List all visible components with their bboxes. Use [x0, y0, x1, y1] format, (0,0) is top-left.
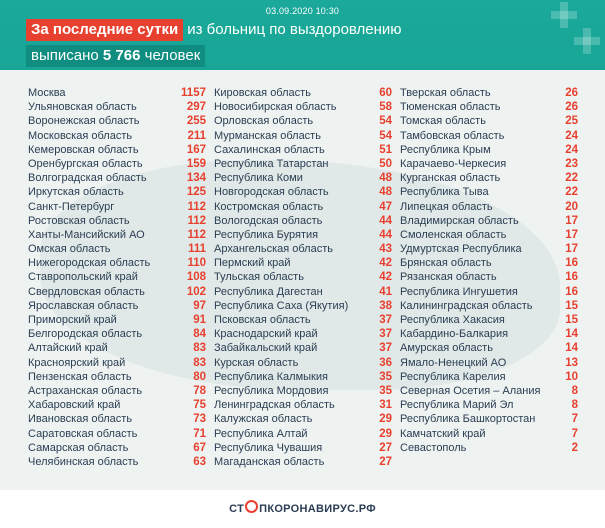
- total-discharged: 5 766: [102, 47, 141, 64]
- region-value: 111: [188, 243, 206, 256]
- headline-suffix: человек: [144, 47, 201, 64]
- region-row: [400, 200, 578, 214]
- region-value: 37: [379, 328, 392, 341]
- region-row: [28, 427, 206, 441]
- region-value: 14: [565, 328, 578, 341]
- region-value: 20: [565, 200, 578, 213]
- region-name: Пермский край: [214, 257, 291, 270]
- region-row: [214, 114, 392, 128]
- region-row: [28, 100, 206, 114]
- region-value: 108: [186, 271, 206, 284]
- region-name: Московская область: [28, 129, 133, 142]
- region-name: Республика Чувашия: [214, 441, 323, 454]
- region-row: [28, 228, 206, 242]
- region-name: Ярославская область: [28, 299, 139, 312]
- region-value: 75: [193, 399, 206, 412]
- region-row: [214, 455, 392, 469]
- region-value: 26: [565, 101, 578, 114]
- region-name: Республика Хакасия: [400, 314, 505, 326]
- region-row: [28, 256, 206, 270]
- region-row: [214, 214, 392, 228]
- region-row: [28, 341, 206, 355]
- region-value: 27: [379, 441, 392, 454]
- region-name: Красноярский край: [28, 356, 126, 369]
- region-name: Архангельская область: [214, 243, 333, 256]
- region-row: [214, 129, 392, 143]
- region-value: 44: [379, 214, 392, 227]
- region-value: 16: [565, 271, 578, 284]
- region-value: 35: [379, 370, 392, 383]
- region-value: 83: [193, 342, 206, 355]
- region-row: [400, 228, 578, 242]
- region-row: [214, 143, 392, 157]
- region-name: Белгородская область: [28, 328, 143, 341]
- region-name: Курганская область: [400, 172, 501, 185]
- region-value: 211: [187, 129, 206, 142]
- regions-column-1: [28, 86, 206, 469]
- region-value: 22: [565, 172, 578, 185]
- region-name: Алтайский край: [28, 342, 108, 355]
- region-row: [214, 256, 392, 270]
- region-name: Ивановская область: [28, 413, 133, 426]
- region-value: 13: [565, 356, 578, 369]
- region-value: 26: [565, 87, 578, 99]
- region-row: [214, 185, 392, 199]
- region-name: Москва: [28, 87, 66, 99]
- region-row: [214, 270, 392, 284]
- region-name: Северная Осетия – Алания: [400, 384, 541, 397]
- region-name: Новосибирская область: [214, 101, 337, 114]
- region-name: Карачаево-Черкесия: [400, 157, 507, 170]
- footer-brand: [0, 500, 605, 515]
- region-value: 7: [571, 413, 578, 426]
- region-value: 35: [379, 384, 392, 397]
- region-name: Кемеровская область: [28, 143, 139, 156]
- region-value: 54: [379, 115, 392, 128]
- region-value: 7: [571, 427, 578, 440]
- region-value: 36: [379, 356, 392, 369]
- region-row: [400, 441, 578, 455]
- region-row: [214, 370, 392, 384]
- region-row: [400, 327, 578, 341]
- region-row: [28, 214, 206, 228]
- region-name: Тверская область: [400, 87, 491, 99]
- region-row: [400, 242, 578, 256]
- region-name: Республика Бурятия: [214, 228, 319, 241]
- region-value: 167: [186, 143, 206, 156]
- region-row: [28, 412, 206, 426]
- region-value: 48: [379, 172, 392, 185]
- region-name: Иркутская область: [28, 186, 124, 199]
- region-value: 84: [193, 328, 206, 341]
- region-row: [214, 171, 392, 185]
- headline-line-1: [26, 18, 402, 42]
- region-value: 22: [565, 186, 578, 199]
- region-name: Волгоградская область: [28, 172, 147, 185]
- region-row: [28, 143, 206, 157]
- region-name: Хабаровский край: [28, 399, 121, 412]
- region-row: [214, 327, 392, 341]
- region-row: [214, 341, 392, 355]
- regions-column-3: [400, 86, 578, 455]
- region-value: 1157: [181, 87, 206, 99]
- region-row: [400, 100, 578, 114]
- region-name: Калининградская область: [400, 299, 533, 312]
- decorative-cross: [574, 37, 600, 45]
- region-row: [28, 200, 206, 214]
- headline: [26, 18, 402, 70]
- region-value: 50: [379, 157, 392, 170]
- region-value: 16: [565, 285, 578, 298]
- region-name: Кировская область: [214, 87, 311, 99]
- region-value: 58: [379, 101, 392, 114]
- region-row: [400, 313, 578, 327]
- headline-prefix: выписано: [31, 47, 99, 64]
- region-value: 80: [193, 370, 206, 383]
- region-row: [28, 313, 206, 327]
- region-name: Тюменская область: [400, 101, 501, 114]
- region-row: [28, 270, 206, 284]
- region-name: Кабардино-Балкария: [400, 328, 509, 341]
- region-name: Нижегородская область: [28, 257, 151, 270]
- region-row: [400, 356, 578, 370]
- region-value: 42: [379, 257, 392, 270]
- region-row: [28, 398, 206, 412]
- region-name: Республика Мордовия: [214, 384, 329, 397]
- region-row: [400, 299, 578, 313]
- region-name: Новгородская область: [214, 186, 329, 199]
- region-row: [214, 100, 392, 114]
- region-name: Самарская область: [28, 441, 129, 454]
- region-name: Саратовская область: [28, 427, 138, 440]
- region-value: 134: [186, 172, 206, 185]
- region-name: Санкт-Петербург: [28, 200, 115, 213]
- region-name: Республика Карелия: [400, 370, 506, 383]
- region-value: 60: [379, 87, 392, 99]
- region-row: [28, 455, 206, 469]
- region-row: [400, 270, 578, 284]
- region-value: 24: [565, 129, 578, 142]
- region-row: [28, 441, 206, 455]
- region-value: 51: [379, 143, 392, 156]
- region-name: Забайкальский край: [214, 342, 318, 355]
- region-name: Приморский край: [28, 314, 117, 326]
- region-value: 17: [565, 243, 578, 256]
- region-name: Рязанская область: [400, 271, 497, 284]
- region-row: [28, 114, 206, 128]
- region-row: [28, 86, 206, 100]
- region-name: Свердловская область: [28, 285, 145, 298]
- region-name: Костромская область: [214, 200, 324, 213]
- region-value: 27: [379, 455, 392, 468]
- region-name: Республика Башкортостан: [400, 413, 536, 426]
- region-row: [214, 441, 392, 455]
- region-row: [400, 143, 578, 157]
- region-name: Удмуртская Республика: [400, 243, 522, 256]
- region-value: 159: [186, 157, 206, 170]
- region-value: 15: [565, 299, 578, 312]
- region-value: 67: [193, 441, 206, 454]
- region-name: Республика Крым: [400, 143, 491, 156]
- region-value: 297: [186, 101, 206, 114]
- region-value: 42: [379, 271, 392, 284]
- region-value: 41: [379, 285, 392, 298]
- region-name: Республика Тыва: [400, 186, 489, 199]
- region-name: Мурманская область: [214, 129, 321, 142]
- region-value: 112: [187, 200, 206, 213]
- region-row: [400, 398, 578, 412]
- region-value: 23: [565, 157, 578, 170]
- region-row: [214, 398, 392, 412]
- region-value: 15: [565, 314, 578, 326]
- region-row: [214, 384, 392, 398]
- region-row: [400, 370, 578, 384]
- region-value: 97: [193, 299, 206, 312]
- region-value: 73: [193, 413, 206, 426]
- region-name: Республика Татарстан: [214, 157, 329, 170]
- region-value: 63: [193, 455, 206, 468]
- region-name: Смоленская область: [400, 228, 507, 241]
- region-row: [214, 356, 392, 370]
- region-row: [28, 370, 206, 384]
- region-row: [28, 384, 206, 398]
- region-name: Липецкая область: [400, 200, 493, 213]
- region-value: 47: [379, 200, 392, 213]
- region-name: Ямало-Ненецкий АО: [400, 356, 507, 369]
- region-name: Пензенская область: [28, 370, 132, 383]
- region-value: 2: [571, 441, 578, 454]
- headline-total: [26, 45, 205, 67]
- region-value: 16: [565, 257, 578, 270]
- region-name: Ставропольский край: [28, 271, 138, 284]
- region-value: 83: [193, 356, 206, 369]
- region-value: 125: [186, 186, 206, 199]
- region-row: [28, 185, 206, 199]
- region-name: Ульяновская область: [28, 101, 137, 114]
- regions-table: [28, 86, 583, 486]
- region-name: Ростовская область: [28, 214, 130, 227]
- region-row: [400, 412, 578, 426]
- region-row: [214, 200, 392, 214]
- region-value: 54: [379, 129, 392, 142]
- region-value: 31: [379, 399, 392, 412]
- region-row: [400, 171, 578, 185]
- region-name: Республика Коми: [214, 172, 303, 185]
- region-row: [400, 256, 578, 270]
- region-value: 112: [187, 228, 206, 241]
- region-name: Омская область: [28, 243, 111, 256]
- region-row: [400, 341, 578, 355]
- region-row: [400, 384, 578, 398]
- region-row: [28, 171, 206, 185]
- region-name: Республика Алтай: [214, 427, 308, 440]
- region-name: Магаданская область: [214, 455, 325, 468]
- region-row: [214, 86, 392, 100]
- region-value: 8: [571, 384, 578, 397]
- region-name: Севастополь: [400, 441, 467, 454]
- region-name: Курская область: [214, 356, 299, 369]
- region-name: Ленинградская область: [214, 399, 335, 412]
- region-row: [214, 157, 392, 171]
- headline-text: из больниц по выздоровлению: [187, 21, 402, 38]
- regions-panel: [0, 70, 605, 490]
- brand-circle-icon: [245, 500, 258, 513]
- region-row: [400, 157, 578, 171]
- region-row: [214, 242, 392, 256]
- region-name: Брянская область: [400, 257, 492, 270]
- region-value: 25: [565, 115, 578, 128]
- region-name: Орловская область: [214, 115, 314, 128]
- region-value: 71: [193, 427, 206, 440]
- region-row: [400, 86, 578, 100]
- region-name: Оренбургская область: [28, 157, 143, 170]
- region-value: 8: [571, 399, 578, 412]
- region-name: Калужская область: [214, 413, 313, 426]
- region-name: Астраханская область: [28, 384, 143, 397]
- region-name: Тульская область: [214, 271, 304, 284]
- region-value: 48: [379, 186, 392, 199]
- regions-column-2: [214, 86, 392, 469]
- region-name: Вологодская область: [214, 214, 323, 227]
- region-value: 37: [379, 314, 392, 326]
- region-value: 10: [565, 370, 578, 383]
- region-name: Республика Калмыкия: [214, 370, 328, 383]
- region-value: 17: [565, 228, 578, 241]
- region-row: [214, 299, 392, 313]
- region-value: 43: [379, 243, 392, 256]
- region-value: 44: [379, 228, 392, 241]
- region-name: Амурская область: [400, 342, 493, 355]
- region-value: 14: [565, 342, 578, 355]
- region-row: [400, 214, 578, 228]
- region-row: [28, 129, 206, 143]
- region-name: Воронежская область: [28, 115, 140, 128]
- region-row: [400, 114, 578, 128]
- region-name: Краснодарский край: [214, 328, 318, 341]
- headline-line-2: [26, 44, 402, 68]
- region-row: [400, 285, 578, 299]
- region-name: Ханты-Мансийский АО: [28, 228, 145, 241]
- region-row: [28, 285, 206, 299]
- region-row: [400, 129, 578, 143]
- region-value: 24: [565, 143, 578, 156]
- region-row: [28, 299, 206, 313]
- region-value: 102: [186, 285, 206, 298]
- region-value: 112: [187, 214, 206, 227]
- region-name: Владимирская область: [400, 214, 519, 227]
- region-value: 38: [379, 299, 392, 312]
- region-row: [214, 228, 392, 242]
- region-name: Камчатский край: [400, 427, 486, 440]
- region-name: Челябинская область: [28, 455, 139, 468]
- region-name: Тамбовская область: [400, 129, 505, 142]
- region-row: [400, 427, 578, 441]
- region-row: [28, 157, 206, 171]
- region-name: Республика Дагестан: [214, 285, 323, 298]
- region-value: 110: [187, 257, 206, 270]
- region-value: 17: [565, 214, 578, 227]
- region-name: Республика Саха (Якутия): [214, 299, 349, 312]
- region-name: Томская область: [400, 115, 486, 128]
- region-row: [214, 313, 392, 327]
- region-row: [28, 327, 206, 341]
- region-row: [214, 285, 392, 299]
- region-value: 29: [379, 427, 392, 440]
- region-value: 29: [379, 413, 392, 426]
- region-value: 255: [186, 115, 206, 128]
- date-label: 03.09.2020 10:30: [265, 6, 340, 16]
- headline-highlight: За последние сутки: [26, 19, 183, 41]
- region-name: Псковская область: [214, 314, 311, 326]
- region-value: 37: [379, 342, 392, 355]
- region-name: Сахалинская область: [214, 143, 325, 156]
- region-value: 91: [193, 314, 206, 326]
- brand-part-1: СТ: [229, 503, 245, 515]
- region-row: [214, 427, 392, 441]
- region-row: [28, 356, 206, 370]
- region-name: Республика Ингушетия: [400, 285, 518, 298]
- region-row: [214, 412, 392, 426]
- region-row: [28, 242, 206, 256]
- region-value: 78: [193, 384, 206, 397]
- region-name: Республика Марий Эл: [400, 399, 514, 412]
- region-row: [400, 185, 578, 199]
- brand-part-2: ПКОРОНАВИРУС.РФ: [259, 503, 376, 515]
